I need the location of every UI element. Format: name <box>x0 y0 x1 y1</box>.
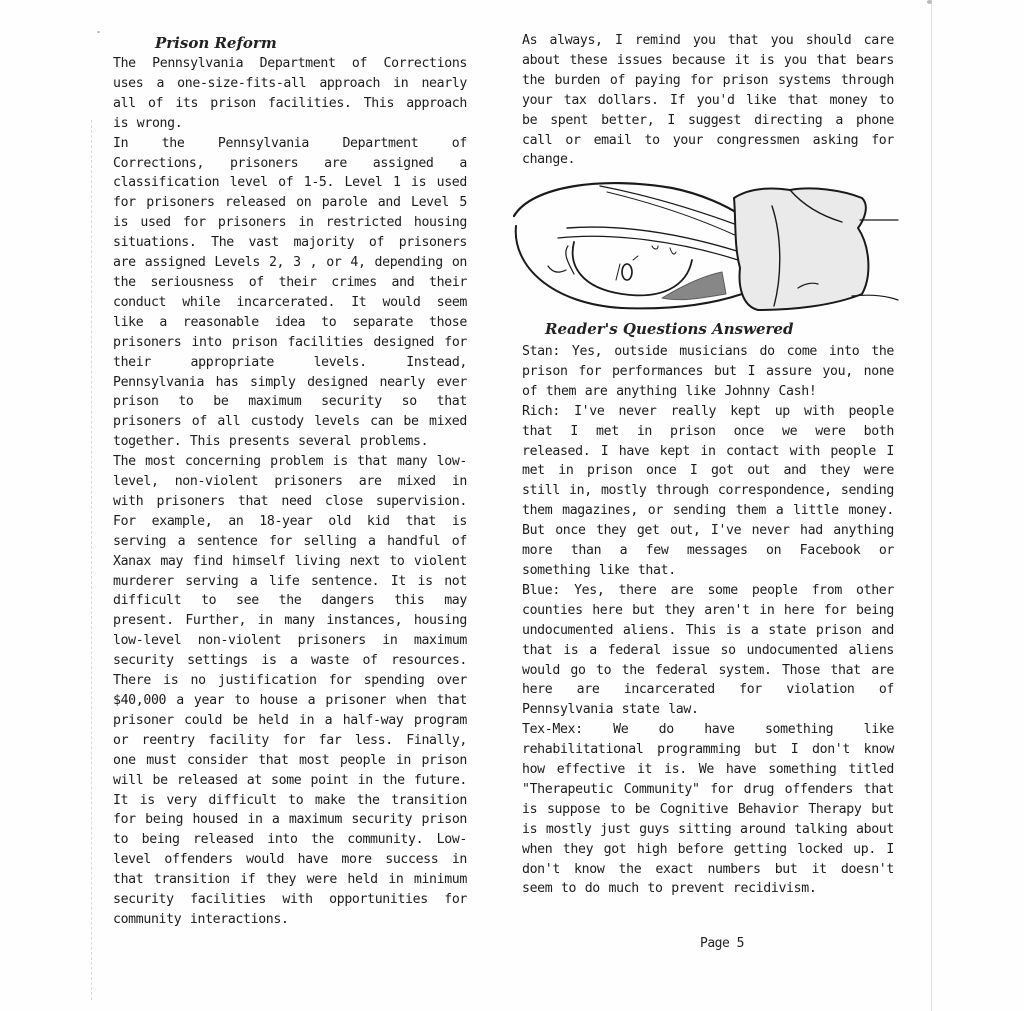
answer-tex-mex <box>522 720 894 899</box>
answer-name: Stan: <box>522 344 560 359</box>
answer-text: I've never really kept up with people that I met in prison once we were both released. I have kept in contact with people I met in prison once I got out and they were still in, mostly through correspondence, sending them magazines, or sending them a little money. But once they get out, I've never had anything more than a few messages on Facebook or something like that. <box>522 403 894 578</box>
paragraph: In the Pennsylvania Department of Corrections, prisoners are assigned a classification level of 1-5. Level 1 is used for prisoners released on parole and Level 5 is used for prisoners in restricted housing situations. The vast majority of prisoners are assigned Levels 2, 3 , or 4, depending on the seriousness of their crimes and their conduct while incarcerated. It would seem like a reasonable idea to separate those prisoners into prison facilities designed for their appropriate levels. Instead, Pennsylvania has simply designed nearly ever prison to be maximum security so that prisoners of all custody levels can be mixed together. This presents several problems. <box>113 135 467 450</box>
scan-speck <box>927 0 932 4</box>
intro-paragraph: As always, I remind you that you should care about these issues because it is you that bears the burden of paying for prison systems through your tax dollars. If you'd like that money to be spent better, I suggest directing a phone call or email to your congressmen asking for change. <box>522 33 894 168</box>
answer-blue <box>522 581 894 720</box>
answer-text: We do have something like rehabilitational programming but I don't know how effective it is. We have something titled "Therapeutic Community" for drug offenders that is suppose to be Cognitive Behavior Therapy but is mostly just guys sitting around talking about when they got high before getting locked up. I don't know the exact numbers but it doesn't seem to do much to prevent recidivism. <box>522 722 894 897</box>
answer-rich <box>522 402 894 581</box>
eye <box>622 264 632 280</box>
paragraph: The most concerning problem is that many low-level, non-violent prisoners are mixed in with prisoners that need close supervision. For example, an 18-year old kid that is serving a sentence for selling a handful of Xanax may find himself living next to violent murderer serving a life sentence. It is not difficult to see the dangers this may present. Further, in many instances, housing low-level non-violent prisoners in maximum security settings is a waste of resources. There is no justification for spending over $40,000 a year to house a prisoner when that prisoner could be held in a half-way program or reentry facility for far less. Finally, one must consider that most people in prison will be released at some point in the future. It is very difficult to make the transition for being housed in a maximum security prison to being released into the community. Low-level offenders would have more success in that transition if they were held in minimum security facilities with opportunities for community interactions. <box>113 454 467 927</box>
answer-name: Rich: <box>522 403 560 419</box>
left-column <box>113 54 467 930</box>
scan-margin-marks <box>91 120 93 1000</box>
article-heading-prison-reform: Prison Reform <box>155 34 277 52</box>
right-column-intro <box>522 31 894 170</box>
answer-stan <box>522 342 894 402</box>
answer-name: Blue: <box>522 582 560 598</box>
hair-outline <box>514 183 742 216</box>
scan-edge-line <box>931 0 932 1011</box>
sleeping-person-drawing-icon <box>512 176 900 316</box>
paragraph: The Pennsylvania Department of Corrections uses a one-size-fits-all approach in nearly all of its prison facilities. This approach is wrong. <box>113 56 467 131</box>
page-number: Page 5 <box>700 936 744 951</box>
answer-text: Yes, there are some people from other counties here but they aren't in here for being undocumented aliens. This is a state prison and that is a federal issue so undocumented aliens would go to the federal system. Those that are here are incarcerated for violation of Pennsylvania state law. <box>522 582 894 718</box>
answer-name: Tex-Mex: <box>522 722 583 738</box>
pillow <box>734 188 868 310</box>
answer-text: Yes, outside musicians do come into the prison for performances but I assure you, none of them are anything like Johnny Cash! <box>522 344 895 399</box>
qa-section <box>522 342 894 899</box>
qa-heading: Reader's Questions Answered <box>545 320 794 338</box>
scan-speck <box>97 31 100 33</box>
